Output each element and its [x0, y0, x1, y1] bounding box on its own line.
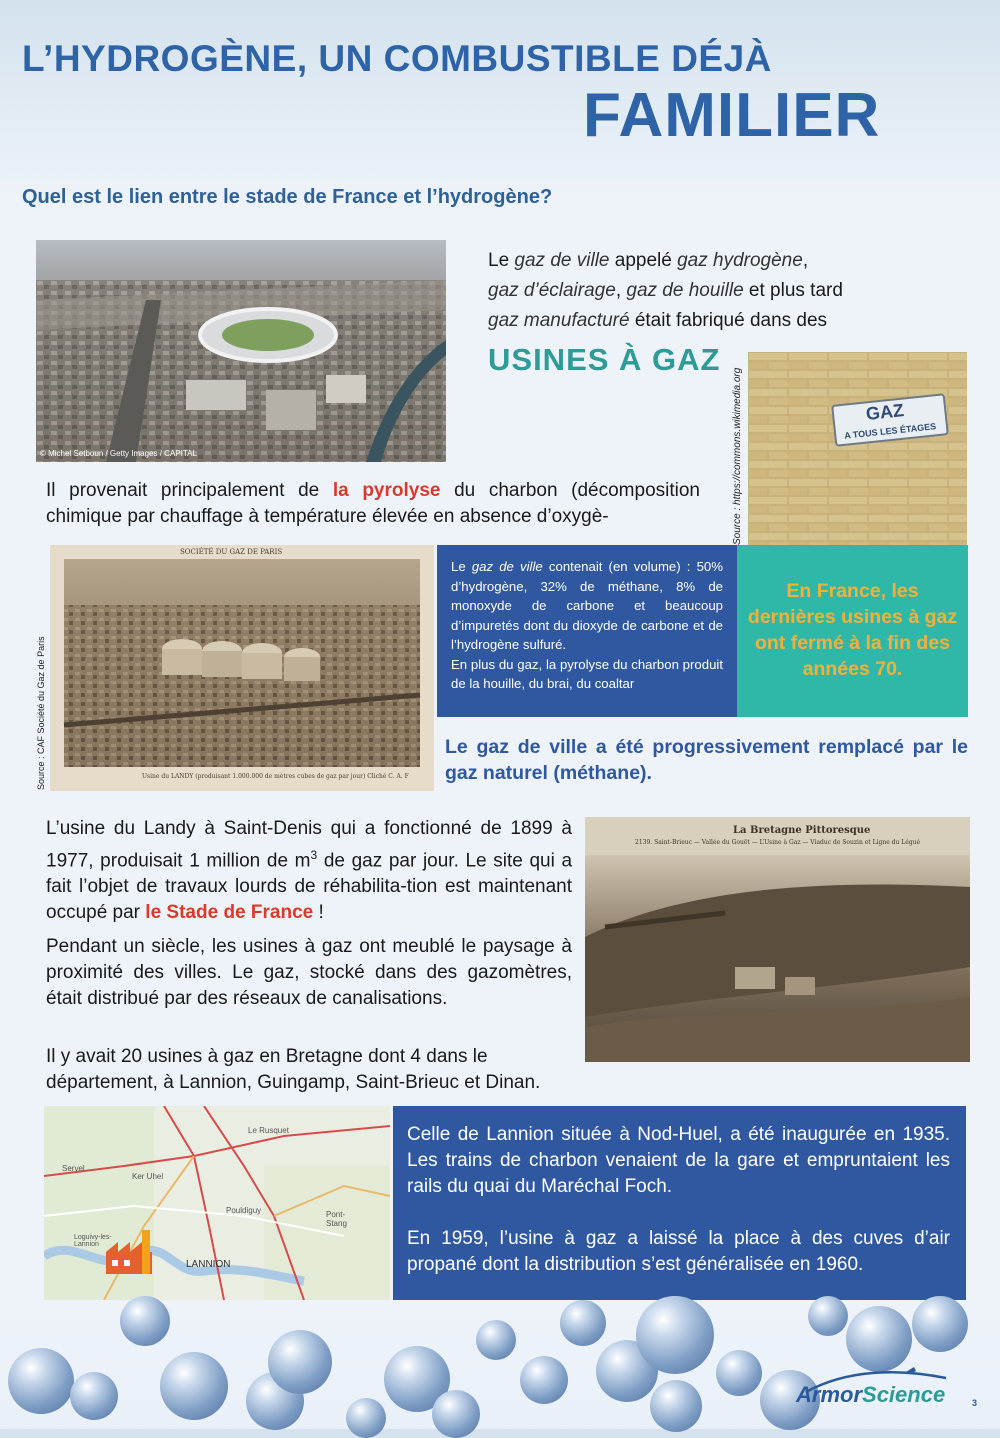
logo-science: Science: [862, 1382, 946, 1407]
map-label-kerhuel: Ker Uhel: [132, 1172, 164, 1181]
gaz-sign-source: Source : https://commons.wikimedia.org: [732, 367, 743, 545]
stade-de-france-photo: [36, 240, 446, 462]
page-number: 3: [972, 1398, 978, 1408]
bubble: [120, 1296, 170, 1346]
bubble: [160, 1352, 228, 1420]
photo-credit: © Michel Setboun / Getty Images / CAPITAL: [40, 449, 197, 458]
map-label-servel: Servel: [62, 1164, 85, 1173]
bubble: [716, 1350, 762, 1396]
landy-paragraph: L’usine du Landy à Saint-Denis qui a fonctionné de 1899 à 1977, produisait 1 million de $m^3$ de gaz par jour. Le site qui a fait l’objet de travaux lourds de réhabilita-tion est maintenant occupé par le Stade de France !: [46, 818, 573, 924]
page-title-emphasis: FAMILIER: [583, 81, 881, 150]
stbrieuc-postcard-header: La Bretagne Pittoresque: [733, 825, 871, 836]
bubble: [520, 1356, 568, 1404]
bubble: [8, 1348, 74, 1414]
bubble: [346, 1398, 386, 1438]
page-title: L’HYDROGÈNE, UN COMBUSTIBLE DÉJÀ: [22, 38, 772, 79]
bubble: [268, 1330, 332, 1394]
bubble: [650, 1380, 702, 1432]
logo-armor: Armor: [796, 1382, 863, 1407]
landy-source: Source : CAF Société du Gaz de Paris: [36, 636, 46, 790]
lannion-map: [44, 1106, 390, 1300]
gaz-naturel-statement: Le gaz de ville a été progressivement remplacé par le gaz naturel (méthane).: [445, 736, 968, 784]
bubble: [636, 1296, 714, 1374]
lannion-box-p1: Celle de Lannion située à Nod-Huel, a été inaugurée en 1935. Les trains de charbon venaient de la gare et empruntaient les rails du quai du Maréchal Foch.: [407, 1124, 950, 1197]
composition-box: Le gaz de ville contenait (en volume) : 50% d’hydrogène, 32% de méthane, 8% de monoxyde de carbone et beaucoup d’impuretés dont du dioxyde de carbone et de l’hydrogène sulfuré. En plus du gaz, la pyrolyse du charbon produit de la houille, du brai, du coaltar: [437, 545, 737, 717]
lannion-box-p2: En 1959, l’usine à gaz a laissé la place à des cuves d’air propané dont la distribution s’est généralisée en 1960.: [407, 1228, 950, 1275]
bubble: [560, 1300, 606, 1346]
bubble: [808, 1296, 848, 1336]
usine-landy-postcard: [50, 545, 434, 791]
bubble: [912, 1296, 968, 1352]
map-label-lannion: LANNION: [186, 1259, 231, 1270]
bretagne-paragraph: Il y avait 20 usines à gaz en Bretagne dont 4 dans le département, à Lannion, Guingamp, Saint-Brieuc et Dinan.: [46, 1046, 541, 1093]
pyrolyse-paragraph: Il provenait principalement de la pyrolyse du charbon (décomposition chimique par chauffage à température élevée en absence d’oxygè-: [46, 480, 700, 527]
gaz-sign-label: GAZ: [865, 400, 905, 424]
landy-postcard-caption: Usine du LANDY (produisant 1.000.000 de mètres cubes de gaz par jour) Cliché C. A. F: [142, 773, 409, 780]
saint-brieuc-postcard: [585, 817, 970, 1062]
france-box: [737, 545, 968, 717]
intro-paragraph: Le gaz de ville appelé gaz hydrogène, gaz d’éclairage, gaz de houille et plus tard gaz manufacturé était fabriqué dans des: [488, 250, 843, 331]
bubble: [476, 1320, 516, 1360]
bubble: [70, 1372, 118, 1420]
france-box-text: En France, les dernières usines à gaz ont fermé à la fin des années 70.: [747, 580, 958, 680]
map-label-loguivy: Loguivy-les-Lannion: [74, 1234, 112, 1248]
gaz-sign-photo: [748, 352, 967, 545]
bubble: [432, 1390, 480, 1438]
map-label-pouldiguy: Pouldiguy: [226, 1206, 262, 1215]
usines-a-gaz-heading: USINES À GAZ: [488, 342, 721, 377]
stbrieuc-postcard-caption: 2139. Saint-Brieuc — Vallée du Gouët — L’Usine à Gaz — Viaduc de Souzin et Ligne du Légué: [635, 839, 921, 846]
map-label-pontstang: Pont-Stang: [326, 1210, 347, 1228]
siecle-paragraph: Pendant un siècle, les usines à gaz ont meublé le paysage à proximité des villes. Le gaz, stocké dans des gazomètres, était distribué par des réseaux de canalisations.: [46, 936, 572, 1009]
gaz-sign-sublabel: A TOUS LES ÉTAGES: [843, 421, 937, 441]
lannion-box: [393, 1106, 966, 1300]
bubble: [846, 1306, 912, 1372]
section-question: Quel est le lien entre le stade de France et l’hydrogène?: [22, 186, 553, 208]
map-label-rusquet: Le Rusquet: [248, 1126, 289, 1135]
landy-postcard-header: SOCIÉTÉ DU GAZ DE PARIS: [180, 548, 283, 556]
armorscience-logo: [796, 1370, 956, 1410]
